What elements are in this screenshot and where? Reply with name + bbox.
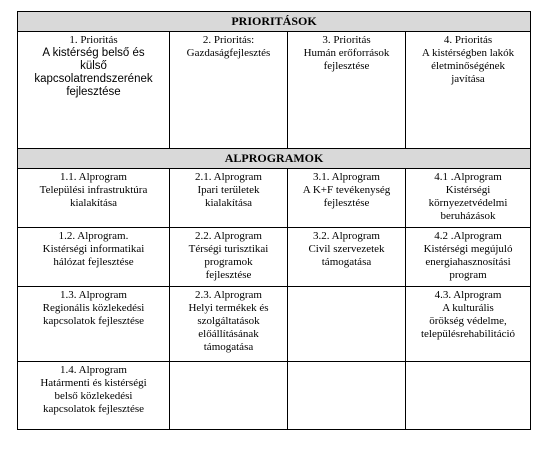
subprogram-row-3 (18, 287, 531, 362)
subprogram-2-4-line-4: program (449, 269, 487, 281)
subprogram-2-3-line-3: támogatása (321, 256, 372, 268)
priority-1-line-5: fejlesztése (66, 86, 121, 98)
subprogram-cell-3-1 (18, 287, 170, 362)
subprogram-2-2-line-2: Térségi turisztikai (188, 243, 269, 255)
subprogram-3-1-line-1: 1.3. Alprogram (60, 289, 127, 301)
subprogram-1-1-line-3: kialakítása (69, 197, 118, 209)
subprogram-3-2-line-4: előállításának (198, 328, 259, 340)
subprogram-cell-1-1 (18, 169, 170, 228)
subprogram-2-1-line-1: 1.2. Alprogram. (58, 230, 129, 242)
subprogram-2-3-line-2: Civil szervezetek (308, 243, 385, 255)
subprogram-1-2-line-3: kialakítása (204, 197, 253, 209)
subprogram-cell-4-2-empty (170, 362, 288, 430)
subprogram-3-4-line-1: 4.3. Alprogram (434, 289, 502, 301)
subprogram-3-2-line-5: támogatása (203, 341, 254, 353)
subprogram-1-1-line-2: Települési infrastruktúra (39, 184, 148, 196)
subprogram-1-1-line-1: 1.1. Alprogram (60, 171, 127, 183)
priority-cell-2 (170, 32, 288, 149)
subprogram-cell-4-1 (18, 362, 170, 430)
subprogram-cell-2-3 (288, 228, 406, 287)
subprograms-header: ALPROGRAMOK (18, 149, 531, 169)
subprogram-1-4-line-4: beruházások (440, 210, 496, 222)
subprogram-row-1 (18, 169, 531, 228)
subprogram-3-1-line-3: kapcsolatok fejlesztése (42, 315, 145, 327)
subprogram-row-2 (18, 228, 531, 287)
subprogram-cell-2-4 (406, 228, 531, 287)
priority-3-line-2: Humán erőforrások (303, 47, 390, 59)
subprogram-4-1-line-2: Határmenti és kistérségi (40, 377, 147, 389)
priority-1-line-3: külső (80, 60, 107, 72)
subprogram-1-2-line-1: 2.1. Alprogram (195, 171, 262, 183)
subprogram-2-1-line-3: hálózat fejlesztése (53, 256, 134, 268)
program-structure-table-container (17, 11, 530, 430)
subprogram-1-3-line-1: 3.1. Alprogram (313, 171, 380, 183)
priority-1-line-1: 1. Prioritás (69, 34, 118, 46)
subprogram-1-3-line-3: fejlesztése (323, 197, 370, 209)
priority-4-line-2: A kistérségben lakók (421, 47, 515, 59)
priority-4-line-3: életminőségének (431, 60, 505, 72)
subprogram-2-4-line-1: 4.2 .Alprogram (434, 230, 502, 242)
priority-1-line-4: kapcsolatrendszerének (34, 73, 153, 85)
subprogram-3-2-line-3: szolgáltatások (197, 315, 260, 327)
priorities-header: PRIORITÁSOK (18, 12, 531, 32)
subprogram-cell-3-3-empty (288, 287, 406, 362)
subprograms-header-row (18, 149, 531, 169)
priority-1-line-2: A kistérség belső és (42, 47, 145, 59)
subprogram-4-1-line-3: belső közlekedési (54, 390, 133, 402)
priority-cell-3 (288, 32, 406, 149)
priority-2-line-1: 2. Prioritás: (202, 34, 255, 46)
subprogram-cell-1-3 (288, 169, 406, 228)
subprogram-cell-2-2 (170, 228, 288, 287)
subprogram-1-4-line-3: környezetvédelmi (428, 197, 508, 209)
program-structure-table (17, 11, 531, 430)
subprogram-2-1-line-2: Kistérségi informatikai (42, 243, 145, 255)
subprogram-2-2-line-1: 2.2. Alprogram (195, 230, 262, 242)
priority-4-line-4: javítása (451, 73, 485, 85)
priority-2-line-2: Gazdaságfejlesztés (186, 47, 271, 59)
subprogram-cell-3-2 (170, 287, 288, 362)
subprogram-cell-4-3-empty (288, 362, 406, 430)
subprogram-cell-1-2 (170, 169, 288, 228)
subprogram-2-4-line-2: Kistérségi megújuló (423, 243, 513, 255)
subprogram-3-4-line-4: településrehabilitáció (420, 328, 516, 340)
priority-cell-4 (406, 32, 531, 149)
subprogram-cell-2-1 (18, 228, 170, 287)
subprogram-row-4 (18, 362, 531, 430)
subprogram-3-4-line-2: A kulturális (442, 302, 494, 314)
subprogram-3-2-line-1: 2.3. Alprogram (195, 289, 262, 301)
subprogram-1-2-line-2: Ipari területek (197, 184, 260, 196)
subprogram-3-2-line-2: Helyi termékek és (188, 302, 269, 314)
subprogram-2-2-line-3: programok (204, 256, 253, 268)
subprogram-1-4-line-2: Kistérségi (445, 184, 491, 196)
subprogram-2-3-line-1: 3.2. Alprogram (313, 230, 380, 242)
subprogram-4-1-line-1: 1.4. Alprogram (60, 364, 127, 376)
priority-cell-1 (18, 32, 170, 149)
subprogram-1-4-line-1: 4.1 .Alprogram (434, 171, 502, 183)
subprogram-2-4-line-3: energiahasznosítási (425, 256, 511, 268)
subprogram-2-2-line-4: fejlesztése (205, 269, 252, 281)
priorities-row (18, 32, 531, 149)
subprogram-3-1-line-2: Regionális közlekedési (42, 302, 145, 314)
subprogram-1-3-line-2: A K+F tevékenység (302, 184, 391, 196)
subprogram-cell-3-4 (406, 287, 531, 362)
priorities-header-row (18, 12, 531, 32)
subprogram-3-4-line-3: örökség védelme, (429, 315, 507, 327)
priority-3-line-3: fejlesztése (323, 60, 370, 72)
subprogram-4-1-line-4: kapcsolatok fejlesztése (42, 403, 145, 415)
subprogram-cell-4-4-empty (406, 362, 531, 430)
priority-3-line-1: 3. Prioritás (322, 34, 371, 46)
subprogram-cell-1-4 (406, 169, 531, 228)
priority-4-line-1: 4. Prioritás (443, 34, 493, 46)
